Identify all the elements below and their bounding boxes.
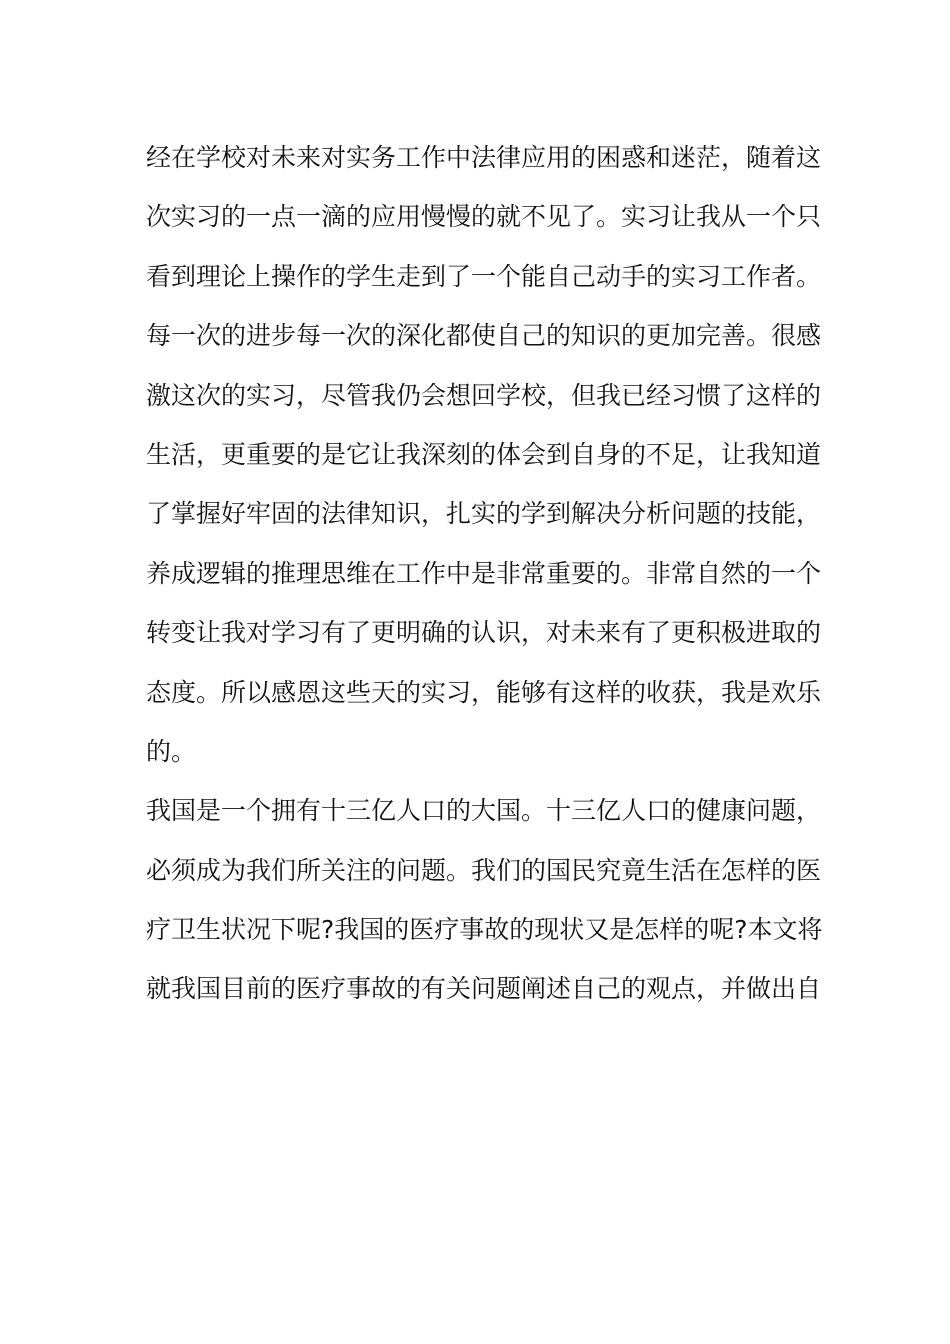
body-text <box>146 128 823 1019</box>
text-line: 次实习的一点一滴的应用慢慢的就不见了。实习让我从一个只 <box>146 202 822 232</box>
text-line: 转变让我对学习有了更明确的认识，对未来有了更积极进取的 <box>146 618 822 648</box>
paragraph-2 <box>146 781 823 1019</box>
paragraph-1 <box>146 128 822 781</box>
text-line: 的。 <box>146 736 197 766</box>
text-line: 经在学校对未来对实务工作中法律应用的困惑和迷茫，随着这 <box>146 143 822 172</box>
text-line: 疗卫生状况下呢?我国的医疗事故的现状又是怎样的呢?本文将 <box>146 915 823 945</box>
text-line: 态度。所以感恩这些天的实习，能够有这样的收获，我是欢乐 <box>146 677 822 707</box>
text-line: 每一次的进步每一次的深化都使自己的知识的更加完善。很感 <box>146 321 822 351</box>
text-line: 激这次的实习，尽管我仍会想回学校，但我已经习惯了这样的 <box>146 380 822 410</box>
text-line: 养成逻辑的推理思维在工作中是非常重要的。非常自然的一个 <box>146 558 822 588</box>
text-line: 看到理论上操作的学生走到了一个能自己动手的实习工作者。 <box>146 261 822 291</box>
text-line: 生活，更重要的是它让我深刻的体会到自身的不足，让我知道 <box>146 439 822 469</box>
text-line: 我国是一个拥有十三亿人口的大国。十三亿人口的健康问题， <box>146 796 822 826</box>
text-line: 就我国目前的医疗事故的有关问题阐述自己的观点，并做出自 <box>146 974 822 1004</box>
text-line: 了掌握好牢固的法律知识，扎实的学到解决分析问题的技能， <box>146 499 822 529</box>
text-line: 必须成为我们所关注的问题。我们的国民究竟生活在怎样的医 <box>146 855 822 885</box>
